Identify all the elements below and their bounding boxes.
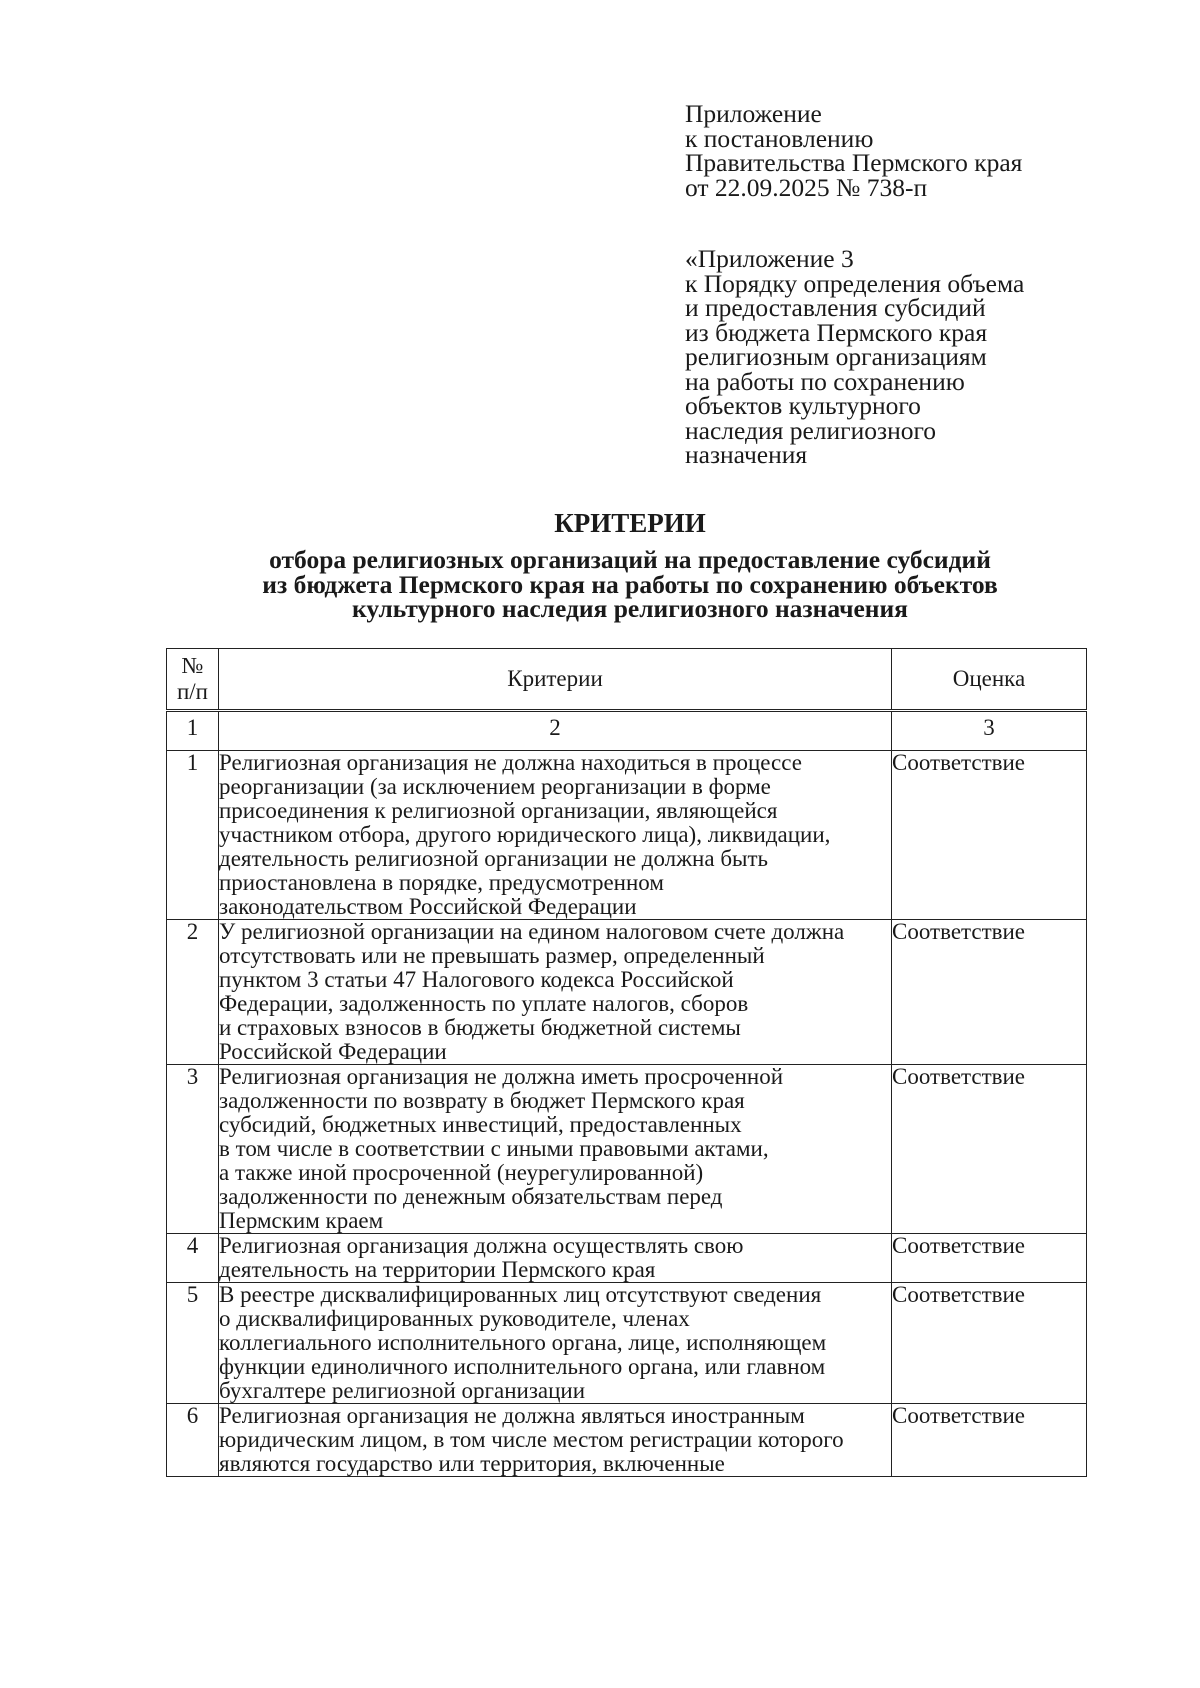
criterion-line: функции единоличного исполнительного органа, или главном	[219, 1354, 826, 1379]
criterion-line: о дисквалифицированных руководителе, членах	[219, 1306, 690, 1331]
criterion-line: реорганизации (за исключением реорганизации в форме	[219, 774, 771, 799]
criterion-line: юридическим лицом, в том числе местом регистрации которого	[219, 1427, 844, 1452]
criterion-line: в том числе в соответствии с иными правовыми актами,	[219, 1136, 769, 1161]
appendix-line: к постановлению	[685, 123, 874, 153]
criterion-line: законодательством Российской Федерации	[219, 894, 637, 919]
score-value: Соответствие	[892, 751, 1087, 920]
appendix-procedure-line: из бюджета Пермского края	[685, 317, 988, 347]
appendix-procedure-line: назначения	[685, 440, 808, 469]
criterion-line: отсутствовать или не превышать размер, определенный	[219, 943, 765, 968]
criterion-text	[219, 1234, 892, 1283]
criterion-line: участником отбора, другого юридического лица), ликвидации,	[219, 822, 831, 847]
criterion-line: задолженности по денежным обязательствам перед	[219, 1184, 723, 1209]
criterion-text	[219, 751, 892, 920]
criterion-line: а также иной просроченной (неурегулированной)	[219, 1160, 704, 1185]
appendix-procedure-line: наследия религиозного	[685, 415, 937, 445]
criterion-text	[219, 920, 892, 1065]
criterion-line: и страховых взносов в бюджеты бюджетной системы	[219, 1015, 741, 1040]
header-criteria: Критерии	[219, 649, 892, 711]
appendix-line: Приложение	[685, 99, 822, 128]
appendix-line: от 22.09.2025 № 738-п	[685, 172, 928, 202]
criterion-line: Религиозная организация не должна находиться в процессе	[219, 750, 802, 775]
criterion-line: В реестре дисквалифицированных лиц отсутствуют сведения	[219, 1282, 822, 1307]
criterion-line: пунктом 3 статьи 47 Налогового кодекса Российской	[219, 967, 734, 992]
appendix-procedure-line: религиозным организациям	[685, 342, 987, 371]
row-number: 4	[167, 1234, 219, 1283]
subtitle-line: отбора религиозных организаций на предоставление субсидий	[269, 545, 991, 574]
score-value: Соответствие	[892, 1404, 1087, 1477]
row-number: 3	[167, 1065, 219, 1234]
table-row	[167, 751, 1087, 920]
row-number: 6	[167, 1404, 219, 1477]
appendix-block	[685, 99, 1105, 202]
criterion-line: Религиозная организация должна осуществлять свою	[219, 1233, 744, 1258]
criterion-line: являются государство или территория, включенные	[219, 1451, 725, 1476]
appendix-procedure-line: объектов культурного	[685, 391, 921, 420]
criterion-line: задолженности по возврату в бюджет Пермского края	[219, 1088, 745, 1113]
criterion-line: присоединения к религиозной организации, являющейся	[219, 798, 778, 823]
appendix-procedure-line: на работы по сохранению	[685, 366, 965, 396]
table-row	[167, 1234, 1087, 1283]
criterion-line: деятельность религиозной организации не должна быть	[219, 846, 769, 871]
criterion-line: коллегиального исполнительного органа, лице, исполняющем	[219, 1330, 827, 1355]
appendix-line: Правительства Пермского края	[685, 148, 1023, 177]
criterion-line: Российской Федерации	[219, 1039, 447, 1064]
document-subtitle	[140, 545, 1120, 623]
column-number-row	[167, 711, 1087, 751]
score-value: Соответствие	[892, 920, 1087, 1065]
criterion-line: приостановлена в порядке, предусмотренном	[219, 870, 664, 895]
table-row	[167, 1283, 1087, 1404]
criterion-line: Пермским краем	[219, 1208, 384, 1233]
appendix-procedure-line: к Порядку определения объема	[685, 268, 1025, 298]
criterion-line: субсидий, бюджетных инвестиций, предоставленных	[219, 1112, 742, 1137]
subtitle-line: культурного наследия религиозного назначения	[352, 594, 908, 623]
header-score: Оценка	[892, 649, 1087, 711]
criterion-line: Религиозная организация не должна иметь просроченной	[219, 1064, 784, 1089]
score-value: Соответствие	[892, 1234, 1087, 1283]
criterion-line: Федерации, задолженность по уплате налогов, сборов	[219, 991, 749, 1016]
column-number: 2	[219, 711, 892, 751]
table-row	[167, 1404, 1087, 1477]
appendix-procedure-line: «Приложение 3	[685, 244, 854, 273]
criterion-line: У религиозной организации на едином налоговом счете должна	[219, 919, 845, 944]
criteria-table	[166, 648, 1087, 1477]
table-row	[167, 1065, 1087, 1234]
appendix-procedure-line: и предоставления субсидий	[685, 293, 986, 322]
criterion-line: бухгалтере религиозной организации	[219, 1378, 586, 1403]
column-number: 1	[167, 711, 219, 751]
criterion-line: деятельность на территории Пермского края	[219, 1257, 656, 1282]
column-number: 3	[892, 711, 1087, 751]
appendix-procedure-block	[685, 244, 1105, 469]
table-row	[167, 920, 1087, 1065]
criterion-text	[219, 1404, 892, 1477]
criterion-text	[219, 1283, 892, 1404]
subtitle-line: из бюджета Пермского края на работы по сохранению объектов	[262, 569, 998, 599]
row-number: 2	[167, 920, 219, 1065]
criterion-line: Религиозная организация не должна являться иностранным	[219, 1403, 805, 1428]
table-header-row	[167, 649, 1087, 711]
criterion-text	[219, 1065, 892, 1234]
row-number: 5	[167, 1283, 219, 1404]
document-title: КРИТЕРИИ	[554, 508, 706, 538]
header-number: № п/п	[167, 649, 219, 711]
score-value: Соответствие	[892, 1283, 1087, 1404]
row-number: 1	[167, 751, 219, 920]
score-value: Соответствие	[892, 1065, 1087, 1234]
